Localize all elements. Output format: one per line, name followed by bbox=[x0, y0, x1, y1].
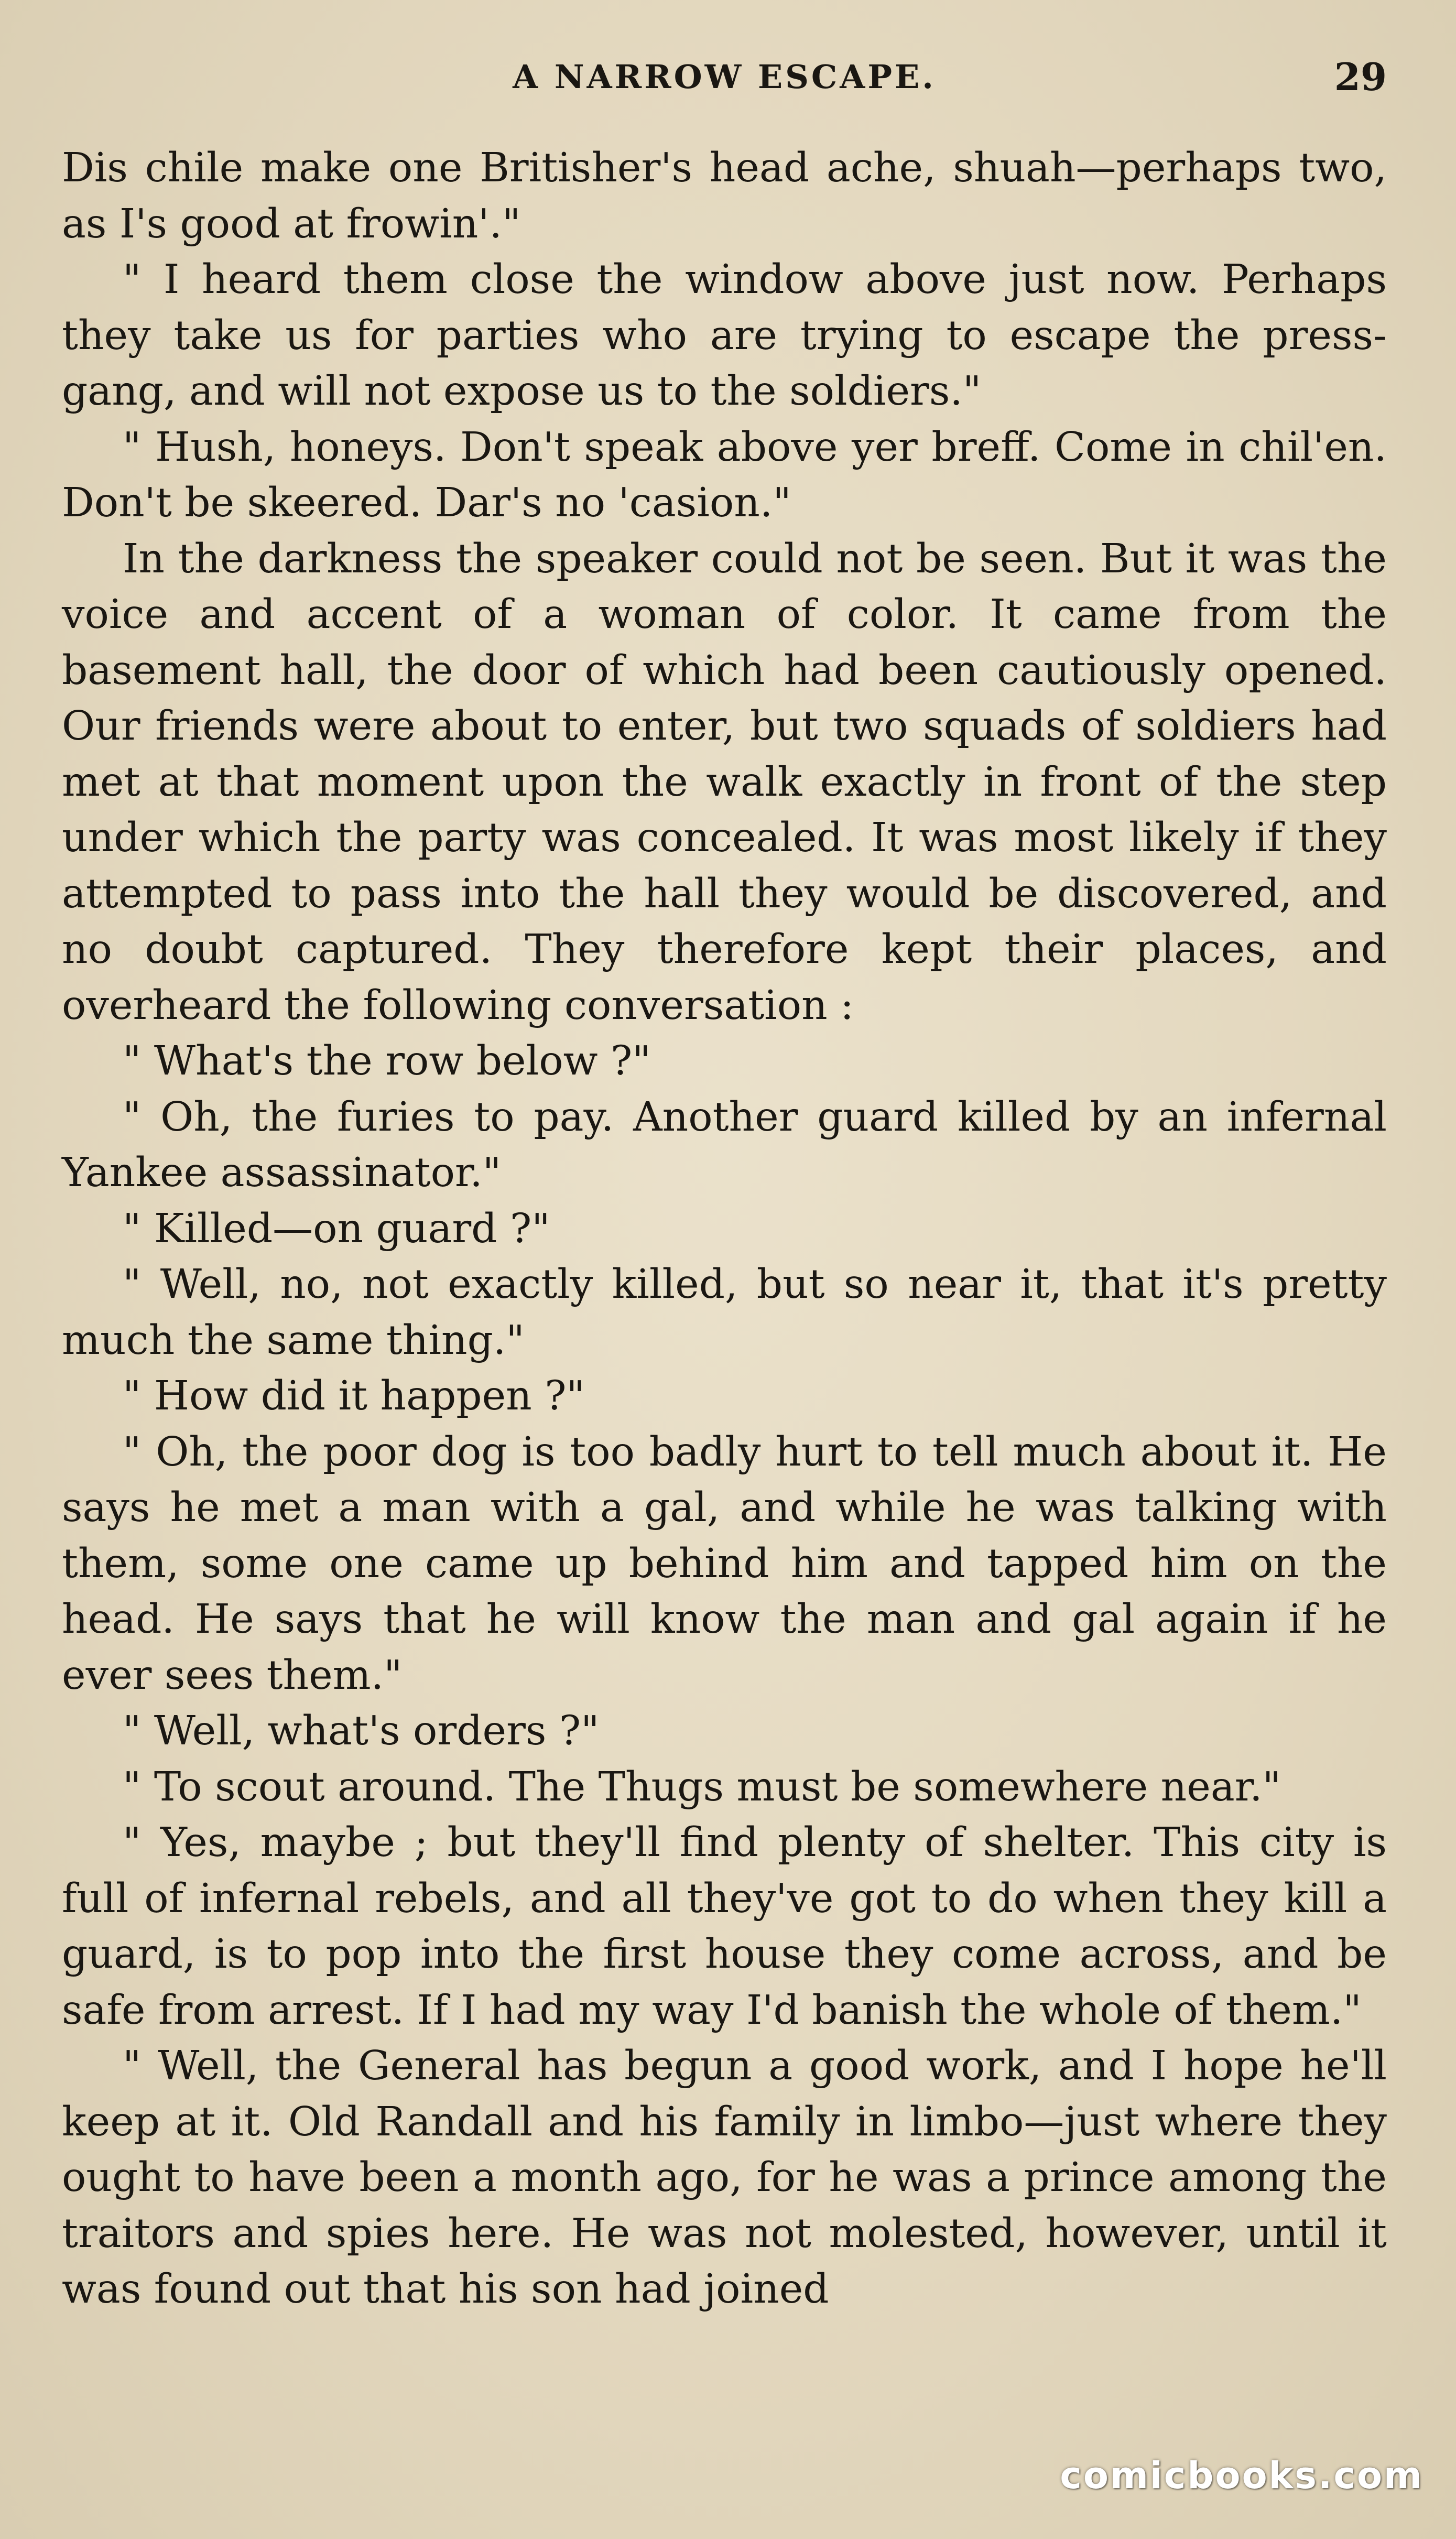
paragraph: " Yes, maybe ; but they'll find plenty of shelter. This city is full of infernal rebels, and all they've got to do when they kill a guard, is to pop into the first house they come across, and be safe from arrest. If I had my way I'd banish the whole of them." bbox=[62, 1819, 1387, 2034]
body-text bbox=[62, 140, 1387, 2318]
paragraph: " Well, what's orders ?" bbox=[123, 1708, 600, 1754]
paragraph: " Well, the General has begun a good work, and I hope he'll keep at it. Old Randall and his family in limbo—just where they ought to have been a month ago, for he was a prince among the traitors and spies here. He was not molested, however, until it was found out that his son had joined bbox=[62, 2043, 1387, 2313]
page-number: 29 bbox=[1334, 55, 1387, 99]
page-header bbox=[62, 48, 1387, 106]
paragraph: " What's the row below ?" bbox=[123, 1038, 651, 1084]
running-title: A NARROW ESCAPE. bbox=[513, 58, 936, 96]
paragraph: " Oh, the furies to pay. Another guard killed by an infernal Yankee assassinator." bbox=[62, 1093, 1387, 1196]
paragraph: " Oh, the poor dog is too badly hurt to tell much about it. He says he met a man with a gal, and while he was talking with them, some one came up behind him and tapped him on the head. He says that he will know the man and gal again if he ever sees them." bbox=[62, 1428, 1387, 1699]
paragraph: " Killed—on guard ?" bbox=[123, 1205, 550, 1252]
paragraph: " Hush, honeys. Don't speak above yer breff. Come in chil'en. Don't be skeered. Dar's no 'casion." bbox=[62, 424, 1387, 526]
paragraph: Dis chile make one Britisher's head ache, shuah—perhaps two, as I's good at frowin'." bbox=[62, 145, 1387, 247]
paragraph: " Well, no, not exactly killed, but so near it, that it's pretty much the same thing." bbox=[62, 1261, 1387, 1364]
paragraph: " How did it happen ?" bbox=[123, 1373, 585, 1419]
paragraph: " To scout around. The Thugs must be somewhere near." bbox=[123, 1763, 1281, 1810]
paragraph: " I heard them close the window above just now. Perhaps they take us for parties who are trying to escape the press-gang, and will not expose us to the soldiers." bbox=[62, 256, 1387, 415]
watermark: comicbooks.com bbox=[1060, 2454, 1424, 2497]
paragraph: In the darkness the speaker could not be seen. But it was the voice and accent of a woman of color. It came from the basement hall, the door of which had been cautiously opened. Our friends were about to enter, but two squads of soldiers had met at that moment upon the walk exactly in front of the step under which the party was concealed. It was most likely if they attempted to pass into the hall they would be discovered, and no doubt captured. They therefore kept their places, and overheard the following conversation : bbox=[62, 535, 1387, 1029]
